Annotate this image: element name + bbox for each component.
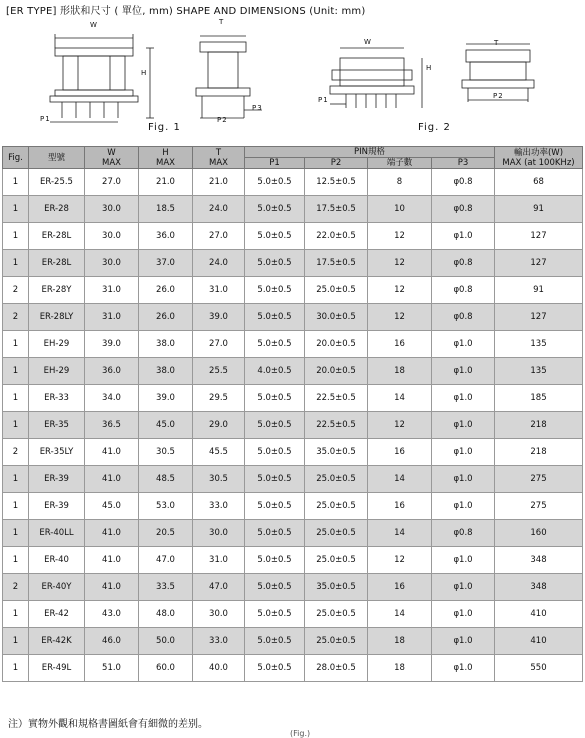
cell-fig: 2 [3,277,29,304]
table-row [3,601,583,628]
cell-p2: 28.0±0.5 [305,655,368,682]
cell-power: 127 [495,223,583,250]
cell-power: 348 [495,547,583,574]
fig2-dim-t: T [494,39,500,47]
cell-fig: 1 [3,196,29,223]
cell-t: 27.0 [193,331,245,358]
cell-h: 36.0 [139,223,193,250]
footnote: 注）實物外觀和規格書圖紙會有細微的差别。 [8,719,208,730]
header-pin-spec: PIN規格 [245,147,495,158]
table-row [3,547,583,574]
cell-power: 91 [495,277,583,304]
cell-pins: 12 [368,412,432,439]
cell-h: 48.5 [139,466,193,493]
cell-p3: φ0.8 [432,520,495,547]
cell-p1: 5.0±0.5 [245,466,305,493]
fig2-label: Fig. 2 [418,122,451,133]
cell-t: 47.0 [193,574,245,601]
table-row [3,196,583,223]
cell-p3: φ1.0 [432,601,495,628]
fig1-dim-p3: P3 [252,104,263,112]
cell-p1: 5.0±0.5 [245,601,305,628]
cell-w: 36.0 [85,358,139,385]
cell-p1: 5.0±0.5 [245,223,305,250]
table-row [3,412,583,439]
cell-power: 275 [495,493,583,520]
cell-model: ER-40 [29,547,85,574]
dimension-drawings-svg [0,14,585,146]
cell-p3: φ1.0 [432,574,495,601]
cell-h: 33.5 [139,574,193,601]
cell-w: 30.0 [85,223,139,250]
cell-p2: 25.0±0.5 [305,520,368,547]
cell-w: 41.0 [85,574,139,601]
cell-power: 160 [495,520,583,547]
spec-table [2,146,583,682]
cell-p1: 5.0±0.5 [245,520,305,547]
cell-p1: 5.0±0.5 [245,250,305,277]
cell-t: 30.0 [193,601,245,628]
cell-fig: 1 [3,250,29,277]
cell-t: 45.5 [193,439,245,466]
cell-fig: 1 [3,169,29,196]
cell-p2: 35.0±0.5 [305,574,368,601]
table-row [3,358,583,385]
cell-p2: 25.0±0.5 [305,547,368,574]
cell-h: 18.5 [139,196,193,223]
cell-h: 39.0 [139,385,193,412]
table-row [3,655,583,682]
cell-t: 29.5 [193,385,245,412]
header-h: H MAX [139,147,193,169]
cell-w: 31.0 [85,304,139,331]
header-model: 型號 [29,147,85,169]
cell-p2: 35.0±0.5 [305,439,368,466]
cell-p1: 5.0±0.5 [245,385,305,412]
cell-fig: 2 [3,574,29,601]
cell-p2: 22.5±0.5 [305,412,368,439]
cell-pins: 14 [368,601,432,628]
cell-h: 38.0 [139,331,193,358]
cell-power: 410 [495,628,583,655]
cell-p2: 12.5±0.5 [305,169,368,196]
cell-p3: φ1.0 [432,223,495,250]
cell-p2: 25.0±0.5 [305,277,368,304]
cell-model: EH-29 [29,358,85,385]
table-row [3,169,583,196]
cell-p3: φ1.0 [432,466,495,493]
cell-t: 21.0 [193,169,245,196]
cell-p3: φ0.8 [432,196,495,223]
cell-pins: 18 [368,358,432,385]
cell-pins: 14 [368,466,432,493]
cell-model: ER-28 [29,196,85,223]
cell-t: 31.0 [193,547,245,574]
cell-fig: 1 [3,628,29,655]
cell-p2: 25.0±0.5 [305,466,368,493]
cell-p3: φ1.0 [432,439,495,466]
cell-h: 53.0 [139,493,193,520]
cell-p2: 25.0±0.5 [305,601,368,628]
cell-p2: 22.5±0.5 [305,385,368,412]
fig1-dim-p1: P1 [40,115,51,123]
cell-w: 41.0 [85,520,139,547]
cell-pins: 8 [368,169,432,196]
cell-model: ER-28Y [29,277,85,304]
cell-p1: 5.0±0.5 [245,331,305,358]
cell-p3: φ0.8 [432,169,495,196]
cell-power: 91 [495,196,583,223]
table-row [3,520,583,547]
cell-p1: 5.0±0.5 [245,574,305,601]
cell-model: ER-28L [29,250,85,277]
cell-p3: φ1.0 [432,385,495,412]
table-row [3,493,583,520]
cell-model: ER-25.5 [29,169,85,196]
cell-p1: 5.0±0.5 [245,169,305,196]
fig2-dim-h: H [426,64,433,72]
cell-p3: φ1.0 [432,358,495,385]
cell-t: 33.0 [193,493,245,520]
cell-pins: 12 [368,547,432,574]
cell-h: 26.0 [139,304,193,331]
cell-w: 41.0 [85,466,139,493]
fig2-dim-p1: P1 [318,96,329,104]
cell-p1: 4.0±0.5 [245,358,305,385]
cell-w: 46.0 [85,628,139,655]
cell-t: 24.0 [193,250,245,277]
cell-p2: 20.0±0.5 [305,331,368,358]
cell-fig: 1 [3,331,29,358]
header-pins: 端子數 [368,158,432,169]
cell-p2: 17.5±0.5 [305,196,368,223]
table-row [3,574,583,601]
cell-p3: φ1.0 [432,412,495,439]
cell-t: 24.0 [193,196,245,223]
cell-model: ER-39 [29,493,85,520]
cell-model: ER-35LY [29,439,85,466]
cell-p1: 5.0±0.5 [245,304,305,331]
cell-p2: 20.0±0.5 [305,358,368,385]
fig1-label: Fig. 1 [148,122,181,133]
cell-p2: 30.0±0.5 [305,304,368,331]
cell-h: 48.0 [139,601,193,628]
cell-pins: 12 [368,250,432,277]
cell-p1: 5.0±0.5 [245,439,305,466]
cell-pins: 16 [368,331,432,358]
cell-fig: 1 [3,358,29,385]
cell-p1: 5.0±0.5 [245,547,305,574]
cell-power: 135 [495,358,583,385]
cell-t: 29.0 [193,412,245,439]
cell-w: 30.0 [85,250,139,277]
fig2-front-view [330,48,422,108]
cell-h: 38.0 [139,358,193,385]
header-fig: Fig. [3,147,29,169]
cell-power: 275 [495,466,583,493]
cell-w: 34.0 [85,385,139,412]
table-row [3,628,583,655]
fig1-front-view [50,34,154,122]
cell-w: 31.0 [85,277,139,304]
fig2-dim-w: W [364,38,372,46]
cell-pins: 14 [368,385,432,412]
cell-w: 30.0 [85,196,139,223]
cell-model: ER-28LY [29,304,85,331]
cell-w: 41.0 [85,439,139,466]
cell-p2: 22.0±0.5 [305,223,368,250]
cell-model: ER-33 [29,385,85,412]
cell-p3: φ1.0 [432,331,495,358]
cell-p1: 5.0±0.5 [245,655,305,682]
cell-p2: 25.0±0.5 [305,628,368,655]
cell-w: 45.0 [85,493,139,520]
cell-model: ER-42K [29,628,85,655]
cell-power: 127 [495,250,583,277]
cell-fig: 1 [3,385,29,412]
cell-p3: φ1.0 [432,628,495,655]
cell-t: 40.0 [193,655,245,682]
cell-h: 20.5 [139,520,193,547]
cell-t: 33.0 [193,628,245,655]
cell-w: 27.0 [85,169,139,196]
cell-fig: 2 [3,304,29,331]
cell-t: 30.5 [193,466,245,493]
cell-p3: φ0.8 [432,304,495,331]
cell-model: ER-40Y [29,574,85,601]
header-p2: P2 [305,158,368,169]
fig2-dim-p2: P2 [493,92,504,100]
cell-p3: φ1.0 [432,547,495,574]
cell-fig: 1 [3,466,29,493]
cell-power: 550 [495,655,583,682]
header-power: 輸出功率(W) MAX (at 100KHz) [495,147,583,169]
cell-power: 218 [495,439,583,466]
cell-h: 26.0 [139,277,193,304]
cell-t: 39.0 [193,304,245,331]
cell-h: 45.0 [139,412,193,439]
cell-model: ER-39 [29,466,85,493]
cell-pins: 12 [368,277,432,304]
table-row [3,466,583,493]
cell-model: ER-35 [29,412,85,439]
cell-fig: 2 [3,439,29,466]
table-row [3,277,583,304]
cell-p3: φ0.8 [432,277,495,304]
cell-pins: 16 [368,439,432,466]
cell-h: 30.5 [139,439,193,466]
cell-fig: 1 [3,547,29,574]
cell-model: ER-40LL [29,520,85,547]
cell-pins: 14 [368,520,432,547]
cell-power: 185 [495,385,583,412]
cell-p3: φ1.0 [432,655,495,682]
cell-model: ER-42 [29,601,85,628]
cell-h: 47.0 [139,547,193,574]
cell-pins: 10 [368,196,432,223]
cell-fig: 1 [3,223,29,250]
table-row [3,250,583,277]
cell-p1: 5.0±0.5 [245,196,305,223]
cell-power: 135 [495,331,583,358]
fig1-dim-t: T [219,18,225,26]
cell-w: 43.0 [85,601,139,628]
cell-pins: 16 [368,574,432,601]
header-p1: P1 [245,158,305,169]
footnote-partial: (Fig.) [290,729,311,738]
cell-t: 27.0 [193,223,245,250]
cell-w: 41.0 [85,547,139,574]
cell-model: EH-29 [29,331,85,358]
cell-p1: 5.0±0.5 [245,628,305,655]
cell-t: 30.0 [193,520,245,547]
table-row [3,304,583,331]
table-row [3,385,583,412]
cell-h: 37.0 [139,250,193,277]
page-title: [ER TYPE] 形狀和尺寸 ( 單位, mm) SHAPE AND DIMENSIONS (Unit: mm) [6,6,366,17]
cell-power: 348 [495,574,583,601]
cell-h: 21.0 [139,169,193,196]
cell-p1: 5.0±0.5 [245,412,305,439]
cell-pins: 12 [368,304,432,331]
header-p3: P3 [432,158,495,169]
table-row [3,223,583,250]
header-w: W MAX [85,147,139,169]
fig1-dim-p2: P2 [217,116,228,124]
table-row [3,439,583,466]
cell-w: 36.5 [85,412,139,439]
cell-fig: 1 [3,520,29,547]
cell-p3: φ0.8 [432,250,495,277]
header-t: T MAX [193,147,245,169]
cell-pins: 12 [368,223,432,250]
cell-power: 68 [495,169,583,196]
cell-t: 25.5 [193,358,245,385]
cell-p1: 5.0±0.5 [245,493,305,520]
fig1-dim-w: W [90,21,98,29]
cell-p3: φ1.0 [432,493,495,520]
cell-h: 60.0 [139,655,193,682]
cell-power: 410 [495,601,583,628]
cell-model: ER-28L [29,223,85,250]
cell-model: ER-49L [29,655,85,682]
cell-pins: 18 [368,655,432,682]
cell-t: 31.0 [193,277,245,304]
cell-fig: 1 [3,601,29,628]
cell-w: 51.0 [85,655,139,682]
cell-fig: 1 [3,493,29,520]
cell-fig: 1 [3,412,29,439]
cell-w: 39.0 [85,331,139,358]
dimension-drawings [0,14,585,146]
cell-p2: 17.5±0.5 [305,250,368,277]
cell-power: 127 [495,304,583,331]
table-row [3,331,583,358]
cell-pins: 16 [368,493,432,520]
cell-p1: 5.0±0.5 [245,277,305,304]
fig1-dim-h: H [141,69,148,77]
cell-power: 218 [495,412,583,439]
cell-pins: 18 [368,628,432,655]
cell-h: 50.0 [139,628,193,655]
cell-p2: 25.0±0.5 [305,493,368,520]
cell-fig: 1 [3,655,29,682]
